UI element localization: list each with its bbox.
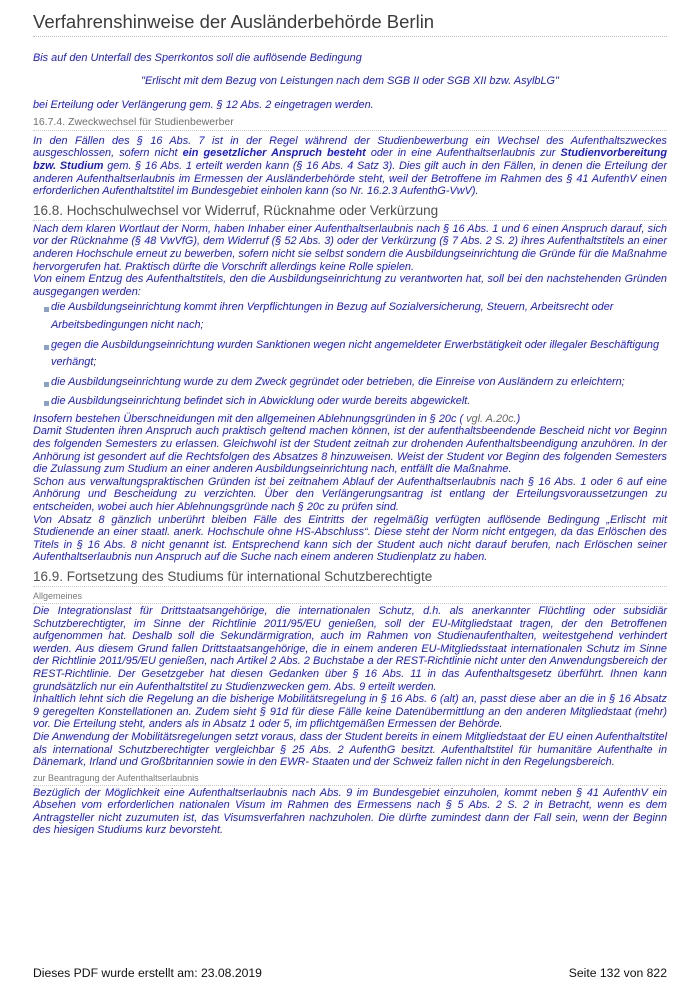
subheading-allgemeines: Allgemeines bbox=[33, 591, 667, 604]
section-16-8-paragraph: Damit Studenten ihren Anspruch auch praktisch geltend machen können, ist der aufenthaltsbeendende Bescheid nicht vor Beginn des folgenden Semesters zu erlassen. Gleichwohl ist der Student zeitnah zur drohenden Aufenthaltsbeendigung anzuhören. In der Anhörung ist gesondert auf die Rechtsfolgen des Absatzes 8 hinzuweisen. Weist der Student vor Beginn des folgenden Semesters die Zulassung zum Studium an einer anderen Ausbildungseinrichtung nach, entfällt die Maßnahme. bbox=[33, 425, 667, 476]
text-run: gem. § 16 Abs. 1 erteilt werden kann (§ 16 Abs. 4 Satz 3). Dies gilt auch in den Fällen, in denen die Erteilung der anderen Aufenthaltserlaubnis im Ermessen der Ausländerbehörde steht, weil der Betroffene im Rahmen des § 41 AufenthV einen erforderlichen Aufenthaltstitel im Bundesgebiet einholen kann (so Nr. 16.2.3 AufenthG-VwV). bbox=[33, 159, 667, 198]
list-item: die Ausbildungseinrichtung wurde zu dem Zweck gegründet oder betrieben, die Einreise von Ausländern zu erleichtern; bbox=[33, 374, 667, 392]
section-heading-16-7-4: 16.7.4. Zweckwechsel für Studienbewerber bbox=[33, 116, 667, 131]
section-16-7-4-paragraph bbox=[33, 135, 667, 198]
intro-paragraph-2: bei Erteilung oder Verlängerung gem. § 12 Abs. 2 eingetragen werden. bbox=[33, 99, 374, 112]
section-16-8-paragraph: Von Absatz 8 gänzlich unberührt bleiben Fälle des Eintritts der regelmäßig verfügten auflösende Bedingung „Erlischt mit Studienende an einer staatl. anerk. Hochschule ohne HS-Abschluss“. Diese steht der Norm nicht entgegen, da das Erlöschen des Titels in § 16 Abs. 8 nicht genannt ist. Entsprechend kann sich der Student auch nicht darauf berufen, nach Erlöschen seiner Aufenthaltserlaubnis nun Anspruch auf die Suche nach einem anderen Studienplatz zu haben. bbox=[33, 513, 667, 564]
section-16-9-paragraph: Bezüglich der Möglichkeit eine Aufenthaltserlaubnis nach Abs. 9 im Bundesgebiet einzuholen, kommt neben § 41 AufenthV ein Absehen vom erforderlichen nationalen Visum im Rahmen des Ermessens nach § 5 Abs. 2 S. 2 in Betracht, wenn es dem Antragsteller nicht zuzumuten ist, das Visumsverfahren nachzuholen. Die dürfte zumindest dann der Fall sein, wenn der Beginn des hiesigen Studiums kurz bevorsteht. bbox=[33, 786, 667, 837]
list-item: die Ausbildungseinrichtung befindet sich in Abwicklung oder wurde bereits abgewickelt. bbox=[33, 393, 667, 411]
intro-paragraph: Bis auf den Unterfall des Sperrkontos soll die auflösende Bedingung bbox=[33, 52, 362, 64]
section-16-8-paragraph: Von einem Entzug des Aufenthaltstitels, den die Ausbildungseinrichtung zu verantworten hat, soll bei den nachstehenden Gründen ausgegangen werden: bbox=[33, 273, 667, 298]
subheading-beantragung: zur Beantragung der Aufenthaltserlaubnis bbox=[33, 773, 667, 786]
reasons-list bbox=[33, 299, 667, 411]
section-heading-16-8: 16.8. Hochschulwechsel vor Widerruf, Rücknahme oder Verkürzung bbox=[33, 203, 667, 221]
section-16-9-paragraph: Die Integrationslast für Drittstaatsangehörige, die internationalen Schutz, d.h. als anerkannter Flüchtling oder subsidiär Schutzberechtigter, im Sinne der Richtlinie 2011/95/EU genießen, soll der EU-Mitgliedstaat tragen, der den Betroffenen aufgenommen hat. Deshalb soll die Sekundärmigration, auch im Rahmen von Studienaufenthalten, weitestgehend verhindert werden. Aus diesem Grund fallen Drittstaatsangehörige, die in einem anderen EU-Mitgliedsstaat internationalen Schutz im Sinne der Richtlinie 2011/95/EU genießen, nach Artikel 2 Abs. 2 Buchstabe a der REST-Richtlinie nicht unter den Anwendungsbereich der REST-Richtlinie. Der Gesetzgeber hat diesen Gedanken über § 16 Abs. 11 in das Aufenthaltsgesetz überführt. Ihnen kann grundsätzlich nur ein Aufenthaltstitel zu Studienzwecken gem. Abs. 9 erteilt werden. bbox=[33, 604, 667, 693]
list-item: die Ausbildungseinrichtung kommt ihren Verpflichtungen in Bezug auf Sozialversicherung, Steuern, Arbeitsrecht oder Arbeitsbedingungen nicht nach; bbox=[33, 299, 667, 335]
footer-created-date: Dieses PDF wurde erstellt am: 23.08.2019 bbox=[33, 966, 262, 980]
text-run: Insofern bestehen Überschneidungen mit den allgemeinen Ablehnungsgründen in § 20c ( bbox=[33, 412, 467, 425]
section-heading-16-9: 16.9. Fortsetzung des Studiums für international Schutzberechtigte bbox=[33, 569, 667, 587]
document-body bbox=[33, 52, 667, 837]
section-16-8-paragraph: Schon aus verwaltungspraktischen Gründen ist bei zeitnahem Ablauf der Aufenthaltserlaubnis nach § 16 Abs. 1 oder 6 auf eine Anhörung und Bescheidung zu verzichten. Über den Verlängerungsantrag ist entlang der Erteilungsvoraussetzungen zu entscheiden, wobei auch hier Ablehnungsgründe nach § 20c zu prüfen sind. bbox=[33, 475, 667, 513]
footer-page-number: Seite 132 von 822 bbox=[568, 966, 667, 980]
text-run: ) bbox=[516, 412, 521, 425]
section-16-8-paragraph: Nach dem klaren Wortlaut der Norm, haben Inhaber einer Aufenthaltserlaubnis nach § 16 Abs. 1 und 6 einen Anspruch darauf, sich vor der Rücknahme (§ 48 VwVfG), dem Widerruf (§ 52 Abs. 3) oder der Verkürzung (§ 7 Abs. 2 S. 2) ihres Aufenthaltstitels an einer anderen Hochschule erneut zu bewerben, sofern nicht sie selbst sondern die Ausbildungseinrichtung die Gründe für die Maßnahme hervorgerufen hat. Praktisch dürfte die Vorschrift allerdings keine Rolle spielen. bbox=[33, 222, 667, 273]
section-16-9-paragraph: Die Anwendung der Mobilitätsregelungen setzt voraus, dass der Student bereits in einem Mitgliedstaat der EU einen Aufenthaltstitel als international Schutzberechtigter vergleichbar § 25 Abs. 2 AufenthG besitzt. Aufenthaltstitel für humanitäre Aufenthalte in Dänemark, Irland und Großbritannien sowie in den EWR- Staaten und der Schweiz fallen nicht in den Regelungsbereich. bbox=[33, 730, 667, 769]
list-item: gegen die Ausbildungseinrichtung wurden Sanktionen wegen nicht angemeldeter Erwerbstätigkeit oder illegaler Beschäftigung verhängt; bbox=[33, 337, 667, 373]
intro-quote: "Erlischt mit dem Bezug von Leistungen nach dem SGB II oder SGB XII bzw. AsylbLG" bbox=[141, 74, 559, 87]
bold-phrase: Studienvorbereitung bzw. Studium bbox=[33, 147, 667, 172]
cross-reference-link[interactable]: vgl. A.20c. bbox=[466, 412, 517, 425]
section-16-8-paragraph bbox=[33, 413, 667, 426]
text-run: In den Fällen des § 16 Abs. 7 ist in der Regel während der Studienbewerbung ein Wechsel des Aufenthaltszweckes ausgeschlossen, sofern nicht bbox=[33, 134, 667, 160]
section-16-9-paragraph: Inhaltlich lehnt sich die Regelung an die bisherige Mobilitätsregelung in § 16 Abs. 6 (alt) an, passt diese aber an die in § 16 Absatz 9 geregelten Konstellationen an. Zudem sieht § 91d für diese Fälle keine Datenübermittlung an den anderen Mitgliedstaat (mehr) vor. Die Erteilung steht, anders als in Absatz 1 oder 5, im pflichtgemäßen Ermessen der Behörde. bbox=[33, 693, 667, 731]
document-title: Verfahrenshinweise der Ausländerbehörde Berlin bbox=[33, 11, 667, 37]
bold-phrase: ein gesetzlicher Anspruch besteht bbox=[182, 147, 366, 160]
text-run: oder in eine Aufenthaltserlaubnis zur bbox=[365, 147, 561, 160]
